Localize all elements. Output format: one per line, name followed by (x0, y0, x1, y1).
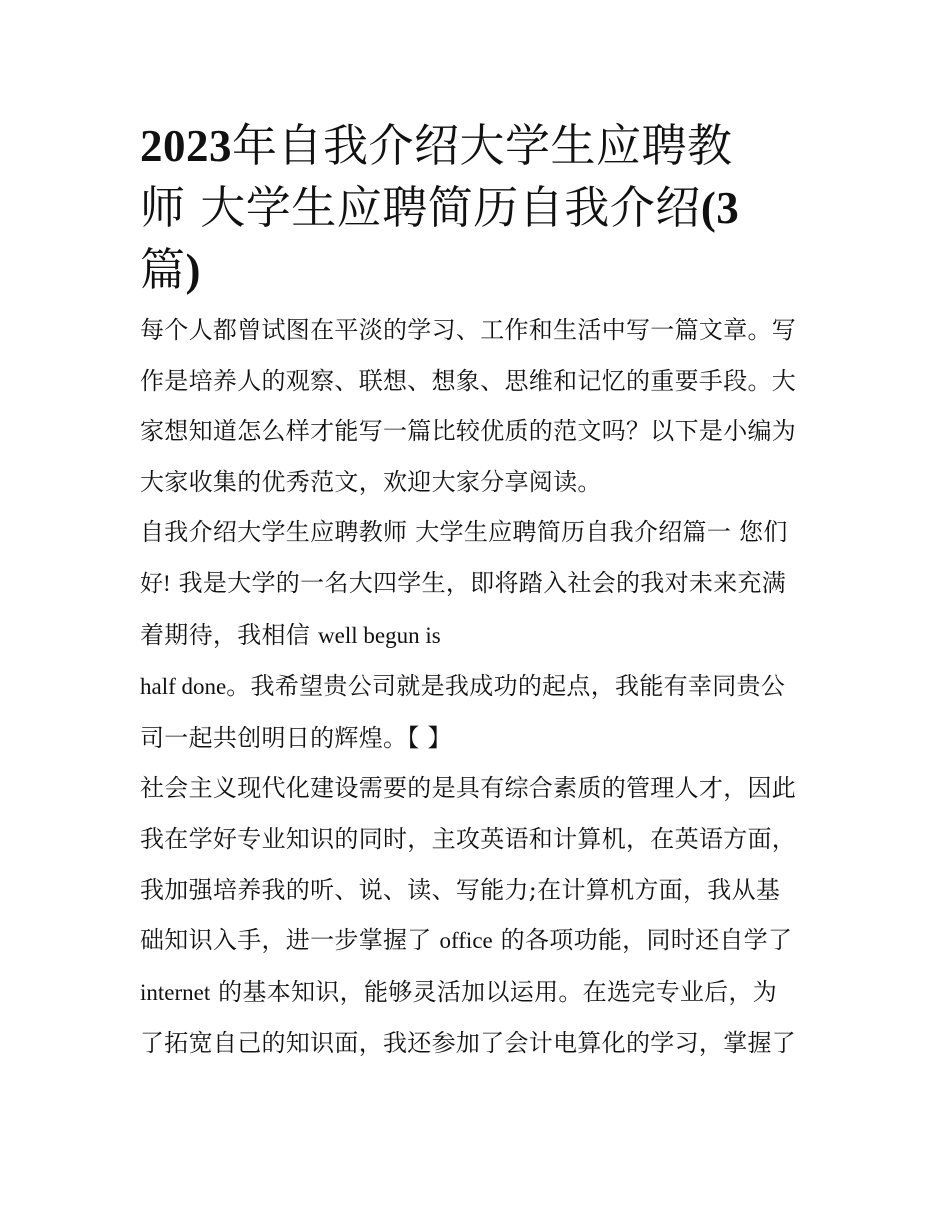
section1-latin: well begun is (318, 622, 441, 648)
intro-line: 家想知道怎么样才能写一篇比较优质的范文吗？以下是小编为 (140, 417, 797, 446)
title-count-open: (3 (700, 183, 740, 233)
section1-paragraph (140, 507, 820, 763)
section1-latin: 好! (140, 570, 171, 596)
section2-line: 我在学好专业知识的同时，主攻英语和计算机，在英语方面， (140, 824, 797, 853)
title-count-close: ) (185, 245, 202, 295)
section1-line: 我是大学的一名大四学生，即将踏入社会的我对未来充满 (170, 568, 787, 597)
section2-latin: office (439, 928, 493, 954)
section2-line: 的各项功能，同时还自学了 (492, 926, 793, 955)
title-line2: 师 大学生应聘简历自我介绍 (140, 181, 701, 234)
intro-line: 大家收集的优秀范文，欢迎大家分享阅读。 (140, 467, 602, 496)
title-year: 2023 (140, 121, 232, 171)
section2-line: 我加强培养我的听、说、读、写能力;在计算机方面，我从基 (140, 875, 781, 904)
section1-latin: half done (140, 674, 227, 700)
title-line3: 篇 (140, 243, 186, 296)
section2-line: 础知识入手，进一步掌握了 (140, 926, 440, 955)
section2-line: 了拓宽自己的知识面，我还参加了会计电算化的学习，掌握了 (140, 1029, 797, 1058)
intro-line: 作是培养人的观察、联想、想象、思维和记忆的重要手段。大 (140, 366, 797, 395)
section2-line: 社会主义现代化建设需要的是具有综合素质的管理人才，因此 (140, 774, 797, 803)
section1-line: 自我介绍大学生应聘教师 大学生应聘简历自我介绍篇一 您们 (140, 518, 788, 547)
section1-line: 司一起共创明日的辉煌。【 】 (140, 723, 452, 752)
section1-line: 。我希望贵公司就是我成功的起点，我能有幸同贵公 (226, 672, 786, 701)
section2-paragraph (140, 763, 820, 1069)
document-page (140, 115, 820, 1069)
section1-line: 着期待，我相信 (140, 620, 319, 649)
section2-latin: internet (140, 979, 211, 1005)
section2-line: 的基本知识，能够灵活加以运用。在选完专业后，为 (210, 977, 778, 1006)
intro-paragraph (140, 305, 820, 507)
intro-line: 每个人都曾试图在平淡的学习、工作和生活中写一篇文章。写 (140, 316, 797, 344)
title-line1: 年自我介绍大学生应聘教 (232, 119, 733, 172)
document-title (140, 115, 820, 301)
